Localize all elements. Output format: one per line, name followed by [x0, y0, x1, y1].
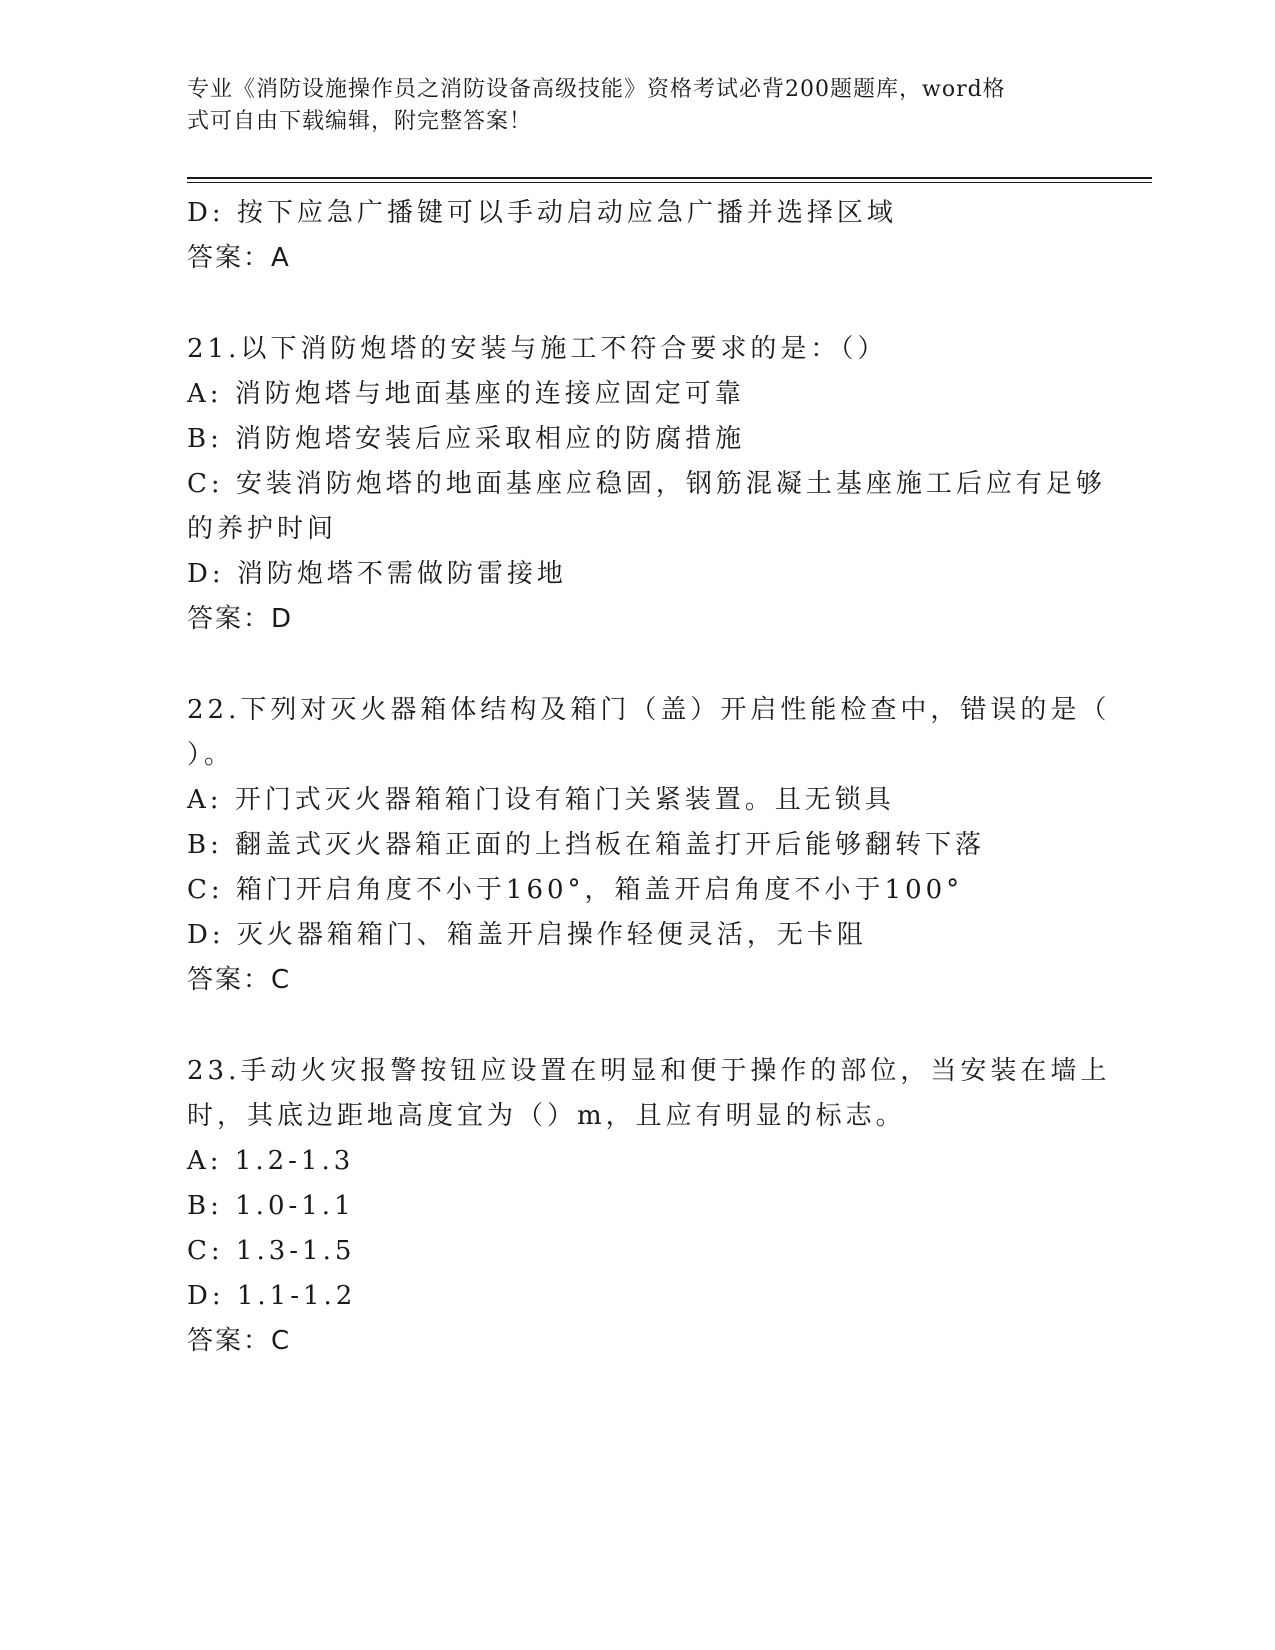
prev-answer: 答案：A — [187, 243, 291, 273]
option-b: B: 1.0-1.1 — [187, 1191, 355, 1221]
option-d: D: 消防炮塔不需做防雷接地 — [187, 559, 567, 589]
question-text: 21.以下消防炮塔的安装与施工不符合要求的是：（） — [187, 334, 888, 364]
answer: 答案：C — [187, 965, 292, 995]
option-b: B: 翻盖式灭火器箱正面的上挡板在箱盖打开后能够翻转下落 — [187, 830, 986, 860]
document-body — [187, 191, 1111, 1364]
question-text-continued: 时，其底边距地高度宜为（）m，且应有明显的标志。 — [187, 1101, 906, 1131]
question-text: 23.手动火灾报警按钮应设置在明显和便于操作的部位，当安装在墙上 — [187, 1056, 1111, 1086]
prev-option-d: D: 按下应急广播键可以手动启动应急广播并选择区域 — [187, 198, 897, 228]
question-text: 22.下列对灭火器箱体结构及箱门（盖）开启性能检查中，错误的是（ — [187, 695, 1111, 725]
spacer — [187, 1003, 1087, 1049]
option-a: A: 开门式灭火器箱箱门设有箱门关紧装置。且无锁具 — [187, 785, 895, 815]
page-header — [187, 74, 1087, 138]
option-c: C: 箱门开启角度不小于160°，箱盖开启角度不小于100° — [187, 875, 964, 905]
header-title-line-2: 式可自由下载编辑，附完整答案！ — [187, 109, 533, 134]
answer: 答案：C — [187, 1326, 292, 1356]
option-d: D: 灭火器箱箱门、箱盖开启操作轻便灵活，无卡阻 — [187, 920, 867, 950]
spacer — [187, 281, 1087, 327]
answer: 答案：D — [187, 604, 294, 634]
spacer — [187, 642, 1087, 688]
option-b: B: 消防炮塔安装后应采取相应的防腐措施 — [187, 424, 746, 454]
header-divider-thin — [187, 182, 1152, 183]
question-23 — [187, 1049, 1111, 1364]
option-c: C: 安装消防炮塔的地面基座应稳固，钢筋混凝土基座施工后应有足够 — [187, 469, 1106, 499]
option-c: C: 1.3-1.5 — [187, 1236, 356, 1266]
question-text-continued: ）。 — [187, 740, 235, 770]
header-title-line-1: 专业《消防设施操作员之消防设备高级技能》资格考试必背200题题库，word格 — [187, 77, 1006, 102]
question-21 — [187, 327, 1106, 642]
option-a: A: 消防炮塔与地面基座的连接应固定可靠 — [187, 379, 745, 409]
question-22 — [187, 688, 1111, 1003]
option-d: D: 1.1-1.2 — [187, 1281, 357, 1311]
option-a: A: 1.2-1.3 — [187, 1146, 355, 1176]
option-c-continued: 的养护时间 — [187, 514, 338, 544]
header-divider-thick — [187, 177, 1152, 179]
